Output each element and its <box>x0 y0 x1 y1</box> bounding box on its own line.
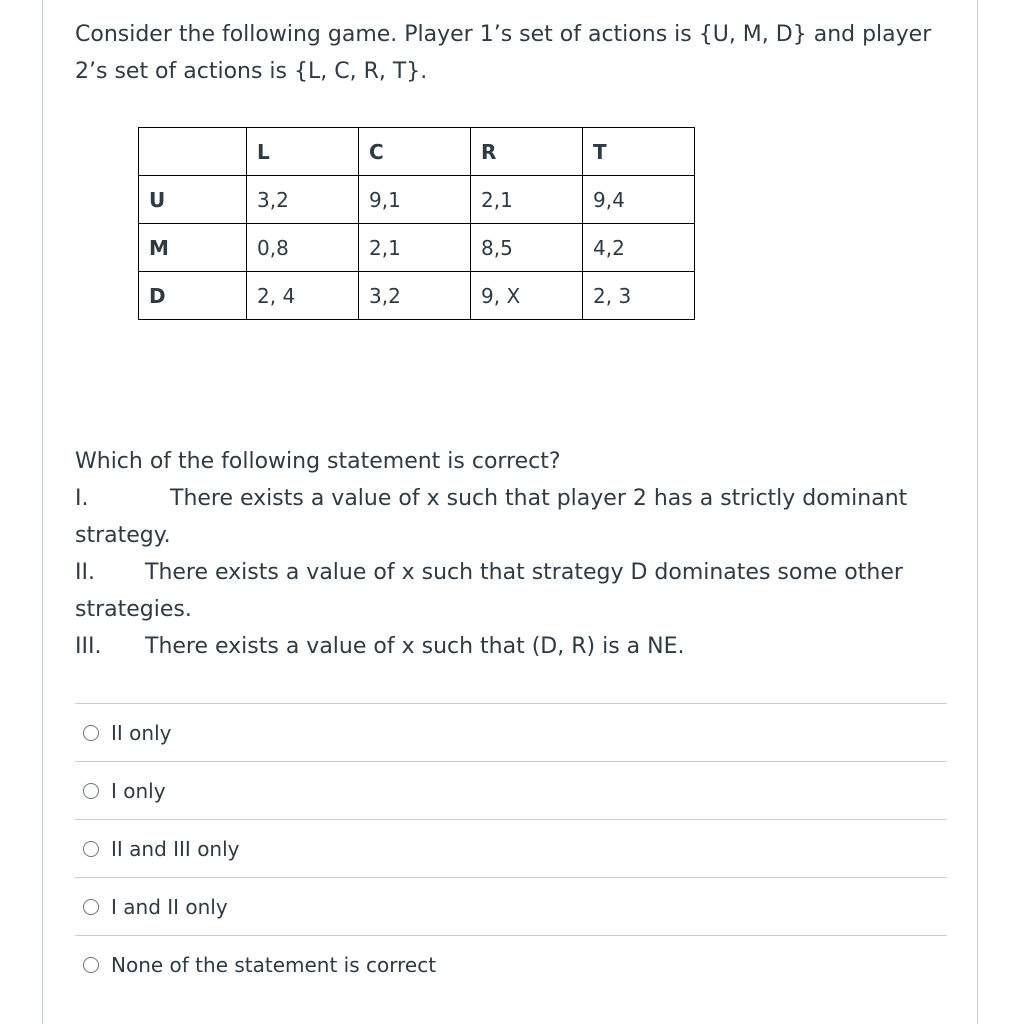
table-cell: 3,2 <box>247 176 359 224</box>
statement-numeral: III. <box>75 634 102 659</box>
answer-option[interactable] <box>75 819 947 877</box>
statement-text: There exists a value of x such that player 2 has a strictly dominant <box>170 486 908 511</box>
row-label: M <box>139 224 247 272</box>
table-header-cell <box>139 128 247 176</box>
table-cell: 9,1 <box>359 176 471 224</box>
table-cell: 9, X <box>471 272 583 320</box>
statement-text: There exists a value of x such that strategy D dominates some other <box>145 560 903 585</box>
table-header-cell: L <box>247 128 359 176</box>
table-cell: 2, 4 <box>247 272 359 320</box>
row-label: D <box>139 272 247 320</box>
radio-button[interactable] <box>83 957 99 973</box>
radio-button[interactable] <box>83 783 99 799</box>
radio-button[interactable] <box>83 725 99 741</box>
table-header-cell: R <box>471 128 583 176</box>
statement-3 <box>75 628 955 665</box>
table-cell: 2,1 <box>471 176 583 224</box>
table-cell: 2, 3 <box>583 272 695 320</box>
statement-2-continued: strategies. <box>75 597 192 622</box>
statement-1-continued: strategy. <box>75 523 171 548</box>
answer-option[interactable] <box>75 703 947 761</box>
table-cell: 2,1 <box>359 224 471 272</box>
table-header-cell: T <box>583 128 695 176</box>
radio-button[interactable] <box>83 841 99 857</box>
table-row <box>139 272 695 320</box>
answer-label[interactable]: I only <box>111 778 166 803</box>
answer-option[interactable] <box>75 877 947 935</box>
statement-2 <box>75 554 955 591</box>
table-cell: 9,4 <box>583 176 695 224</box>
table-header-cell: C <box>359 128 471 176</box>
statement-text: There exists a value of x such that (D, R) is a NE. <box>145 634 685 659</box>
payoff-table <box>138 127 695 320</box>
question-prompt-block <box>75 443 955 665</box>
question-intro: Consider the following game. Player 1’s set of actions is {U, M, D} and player 2’s set of actions is {L, C, R, T}. <box>75 22 932 84</box>
answer-list <box>75 703 947 993</box>
statement-numeral: I. <box>75 486 89 511</box>
table-header-row <box>139 128 695 176</box>
answer-label[interactable]: II only <box>111 720 172 745</box>
answer-option[interactable] <box>75 935 947 993</box>
table-row <box>139 224 695 272</box>
table-cell: 3,2 <box>359 272 471 320</box>
table-row <box>139 176 695 224</box>
answer-label[interactable]: II and III only <box>111 836 240 861</box>
answer-option[interactable] <box>75 761 947 819</box>
statement-1 <box>75 480 955 517</box>
table-cell: 4,2 <box>583 224 695 272</box>
question-prompt: Which of the following statement is correct? <box>75 449 561 474</box>
table-cell: 0,8 <box>247 224 359 272</box>
radio-button[interactable] <box>83 899 99 915</box>
row-label: U <box>139 176 247 224</box>
answer-label[interactable]: I and II only <box>111 894 228 919</box>
answer-label[interactable]: None of the statement is correct <box>111 952 437 977</box>
statement-numeral: II. <box>75 560 95 585</box>
table-cell: 8,5 <box>471 224 583 272</box>
